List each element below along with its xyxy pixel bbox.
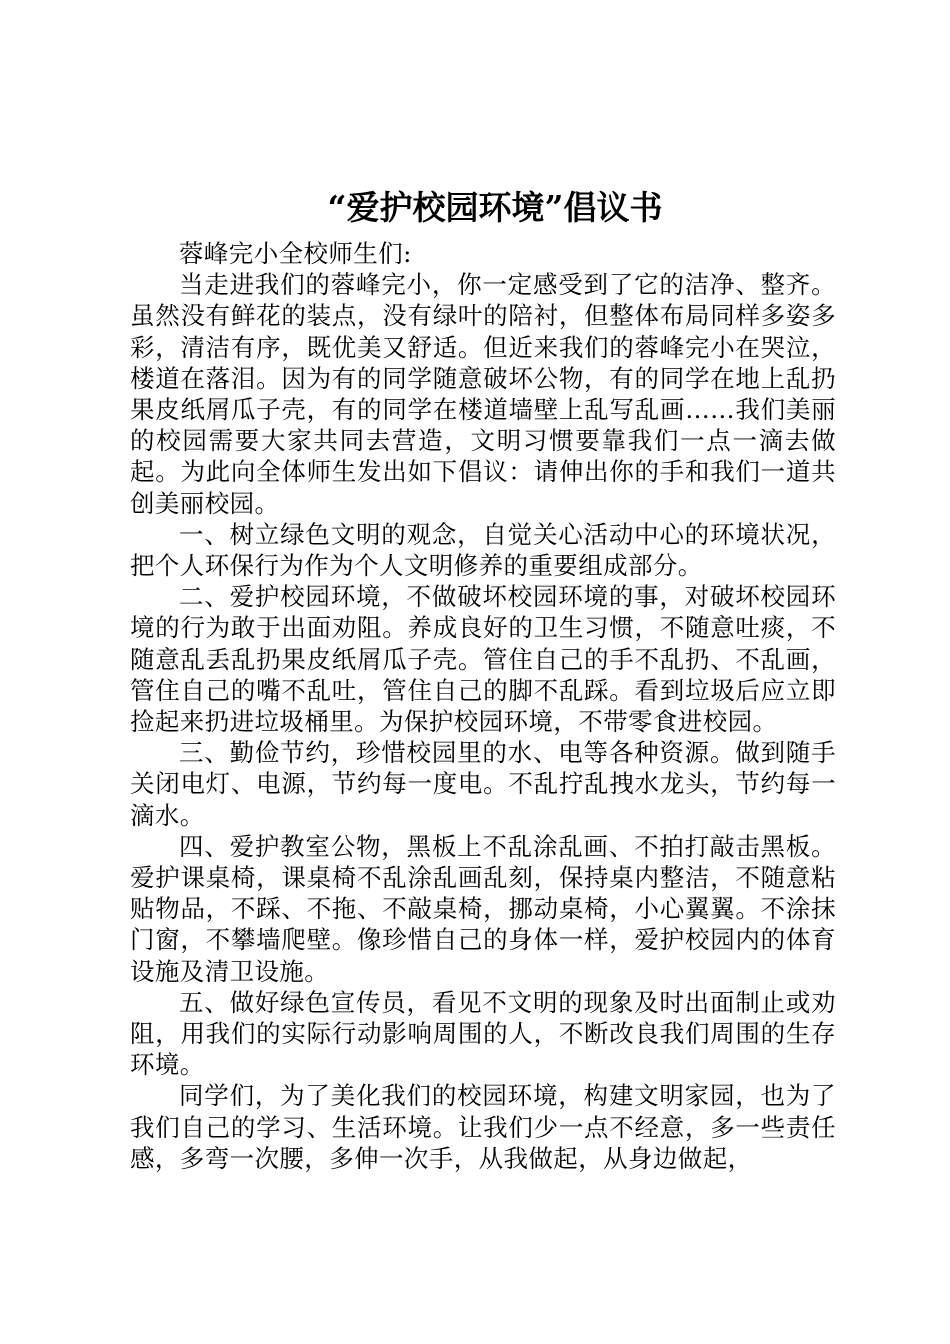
proposal-item-3: 三、勤俭节约，珍惜校园里的水、电等各种资源。做到随手关闭电灯、电源，节约每一度电。不乱拧乱拽水龙头，节约每一滴水。 xyxy=(130,738,836,830)
document-page xyxy=(130,180,836,1174)
proposal-item-5: 五、做好绿色宣传员，看见不文明的现象及时出面制止或劝阻，用我们的实际行动影响周围的人，不断改良我们周围的生存环境。 xyxy=(130,987,836,1080)
closing-paragraph: 同学们，为了美化我们的校园环境，构建文明家园，也为了我们自己的学习、生活环境。让我们少一点不经意，多一些责任感，多弯一次腰，多伸一次手，从我做起，从身边做起， xyxy=(130,1081,836,1173)
proposal-item-2: 二、爱护校园环境，不做破坏校园环境的事，对破坏校园环境的行为敢于出面劝阻。养成良好的卫生习惯，不随意吐痰，不随意乱丢乱扔果皮纸屑瓜子壳。管住自己的手不乱扔、不乱画，管住自己的嘴不乱吐，管住自己的脚不乱踩。看到垃圾后应立即捡起来扔进垃圾桶里。为保护校园环境，不带零食进校园。 xyxy=(130,582,836,737)
proposal-item-4: 四、爱护教室公物，黑板上不乱涂乱画、不拍打敲击黑板。爱护课桌椅，课桌椅不乱涂乱画乱刻，保持桌内整洁，不随意粘贴物品，不踩、不拖、不敲桌椅，挪动桌椅，小心翼翼。不涂抹门窗，不攀墙爬壁。像珍惜自己的身体一样，爱护校园内的体育设施及清卫设施。 xyxy=(130,831,836,986)
intro-paragraph: 当走进我们的蓉峰完小，你一定感受到了它的洁净、整齐。虽然没有鲜花的装点，没有绿叶的陪衬，但整体布局同样多姿多彩，清洁有序，既优美又舒适。但近来我们的蓉峰完小在哭泣，楼道在落泪。因为有的同学随意破坏公物，有的同学在地上乱扔果皮纸屑瓜子壳，有的同学在楼道墙壁上乱写乱画……我们美丽的校园需要大家共同去营造，文明习惯要靠我们一点一滴去做起。为此向全体师生发出如下倡议：请伸出你的手和我们一道共创美丽校园。 xyxy=(130,270,836,518)
proposal-item-1: 一、树立绿色文明的观念，自觉关心活动中心的环境状况，把个人环保行为作为个人文明修养的重要组成部分。 xyxy=(130,519,836,581)
salutation: 蓉峰完小全校师生们: xyxy=(179,239,412,268)
document-title: “爱护校园环境”倡议书 xyxy=(327,188,663,227)
